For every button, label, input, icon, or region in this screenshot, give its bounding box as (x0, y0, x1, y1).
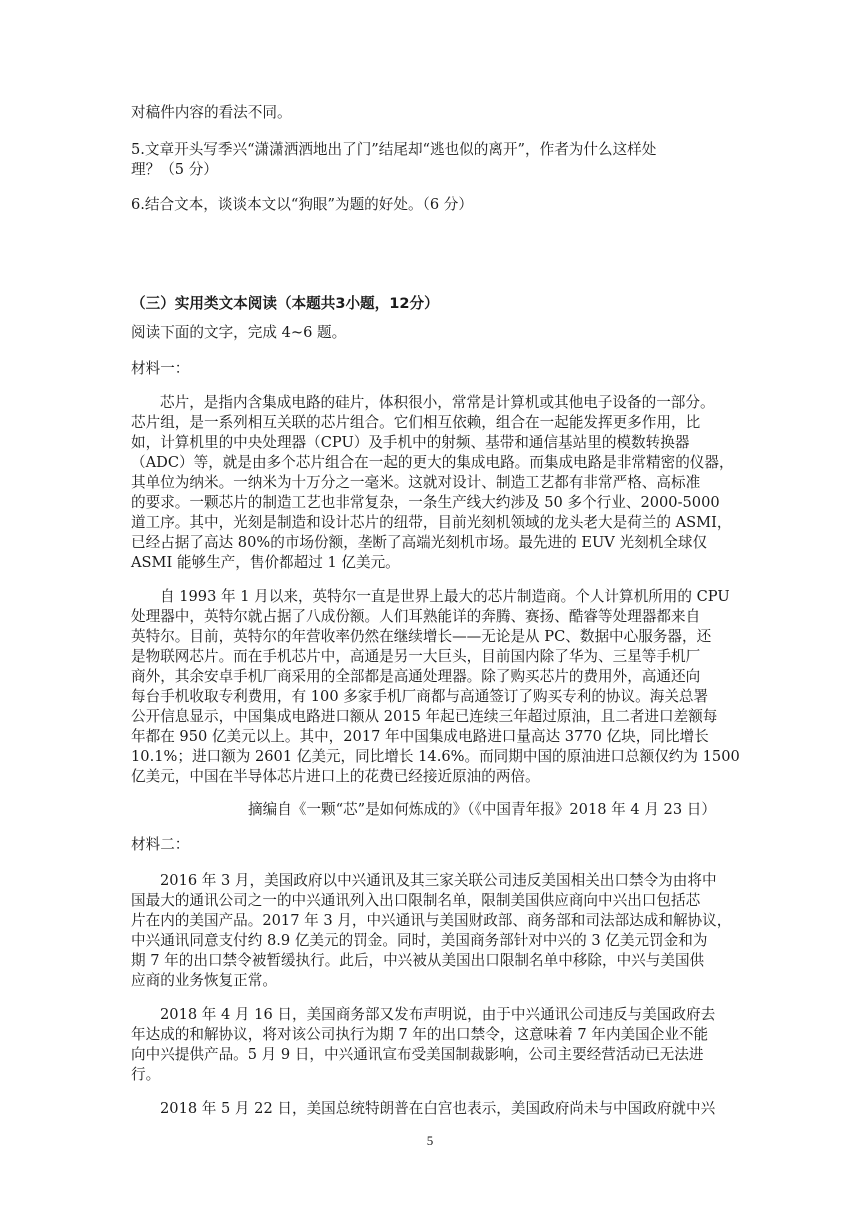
text-line: 2018 年 5 月 22 日，美国总统特朗普在白宫也表示，美国政府尚未与中国政府就中兴 (160, 1100, 716, 1117)
text-line: 2016 年 3 月，美国政府以中兴通讯及其三家关联公司违反美国相关出口禁令为由将中 (160, 872, 717, 889)
text-line: 年都在 950 亿美元以上。其中，2017 年中国集成电路进口量高达 3770 亿块，同比增长 (131, 728, 709, 745)
text-line: 处理器中，英特尔就占据了八成份额。人们耳熟能详的奔腾、赛扬、酷睿等处理器都来自 (131, 608, 701, 625)
text-line: 中兴通讯同意支付约 8.9 亿美元的罚金。同时，美国商务部针对中兴的 3 亿美元罚金和为 (131, 932, 708, 949)
text-line: 向中兴提供产品。5 月 9 日，中兴通讯宣布受美国制裁影响，公司主要经营活动已无法进 (131, 1046, 704, 1063)
text-line: 已经占据了高达 80%的市场份额，垄断了高端光刻机市场。最先进的 EUV 光刻机全球仅 (131, 534, 708, 551)
text-line: ASMI 能够生产，售价都超过 1 亿美元。 (131, 554, 400, 571)
section-title: （三）实用类文本阅读（本题共3小题，12分） (131, 295, 439, 312)
text-line: 行。 (131, 1066, 161, 1083)
text-line: 自 1993 年 1 月以来，英特尔一直是世界上最大的芯片制造商。个人计算机所用的 CPU (160, 588, 730, 605)
page-number: 5 (426, 1133, 434, 1148)
question-5-line-2: 理？（5 分） (131, 161, 218, 178)
text-line: 如，计算机里的中央处理器（CPU）及手机中的射频、基带和通信基站里的模数转换器 (131, 434, 690, 451)
text-line: 期 7 年的出口禁令被暂缓执行。此后，中兴被从美国出口限制名单中移除，中兴与美国供 (131, 952, 705, 969)
text-line: 公开信息显示，中国集成电路进口额从 2015 年起已连续三年超过原油，且二者进口差额每 (131, 708, 718, 725)
text-line: 的要求。一颗芯片的制造工艺也非常复杂，一条生产线大约涉及 50 多个行业、2000-5000 (131, 494, 720, 511)
text-line: 应商的业务恢复正常。 (131, 972, 277, 989)
text-line: 芯片组，是一系列相互关联的芯片组合。它们相互依赖，组合在一起能发挥更多作用，比 (131, 414, 701, 431)
text-line: 2018 年 4 月 16 日，美国商务部又发布声明说，由于中兴通讯公司违反与美国政府去 (160, 1006, 716, 1023)
text-line: 芯片，是指内含集成电路的硅片，体积很小，常常是计算机或其他电子设备的一部分。 (160, 394, 715, 411)
text-line: 对稿件内容的看法不同。 (131, 104, 292, 121)
material-1-label: 材料一： (131, 360, 190, 377)
text-line: （ADC）等，就是由多个芯片组合在一起的更大的集成电路。而集成电路是非常精密的仪器， (131, 454, 734, 471)
text-line: 英特尔。目前，英特尔的年营收率仍然在继续增长——无论是从 PC、数据中心服务器，还 (131, 628, 712, 645)
text-line: 片在内的美国产品。2017 年 3 月，中兴通讯与美国财政部、商务部和司法部达成和解协议， (131, 912, 732, 929)
text-line: 其单位为纳米。一纳米为十万分之一毫米。这就对设计、制造工艺都有非常严格、高标准 (131, 474, 701, 491)
text-line: 亿美元，中国在半导体芯片进口上的花费已经接近原油的两倍。 (131, 768, 540, 785)
text-line: 道工序。其中，光刻是制造和设计芯片的纽带，目前光刻机领域的龙头老大是荷兰的 ASMI， (131, 514, 732, 531)
text-line: 10.1%；进口额为 2601 亿美元，同比增长 14.6%。而同期中国的原油进口总额仅约为 1500 (131, 748, 740, 765)
text-line: 国最大的通讯公司之一的中兴通讯列入出口限制名单，限制美国供应商向中兴出口包括芯 (131, 892, 701, 909)
question-6: 6.结合文本，谈谈本文以“狗眼”为题的好处。（6 分） (131, 196, 473, 213)
text-line: 商外，其余安卓手机厂商采用的全部都是高通处理器。除了购买芯片的费用外，高通还向 (131, 668, 701, 685)
question-5-line-1: 5.文章开头写季兴“潇潇洒洒地出了门”结尾却“逃也似的离开”，作者为什么这样处 (131, 141, 657, 158)
instruction: 阅读下面的文字，完成 4~6 题。 (131, 324, 347, 341)
text-line: 是物联网芯片。而在手机芯片中，高通是另一大巨头，目前国内除了华为、三星等手机厂 (131, 648, 701, 665)
source-citation: 摘编自《一颗“芯”是如何炼成的》（《中国青年报》2018 年 4 月 23 日） (248, 801, 716, 818)
text-line: 年达成的和解协议，将对该公司执行为期 7 年的出口禁令，这意味着 7 年内美国企业不能 (131, 1026, 709, 1043)
material-2-label: 材料二： (131, 836, 190, 853)
text-line: 每台手机收取专利费用，有 100 多家手机厂商都与高通签订了购买专利的协议。海关总署 (131, 688, 709, 705)
